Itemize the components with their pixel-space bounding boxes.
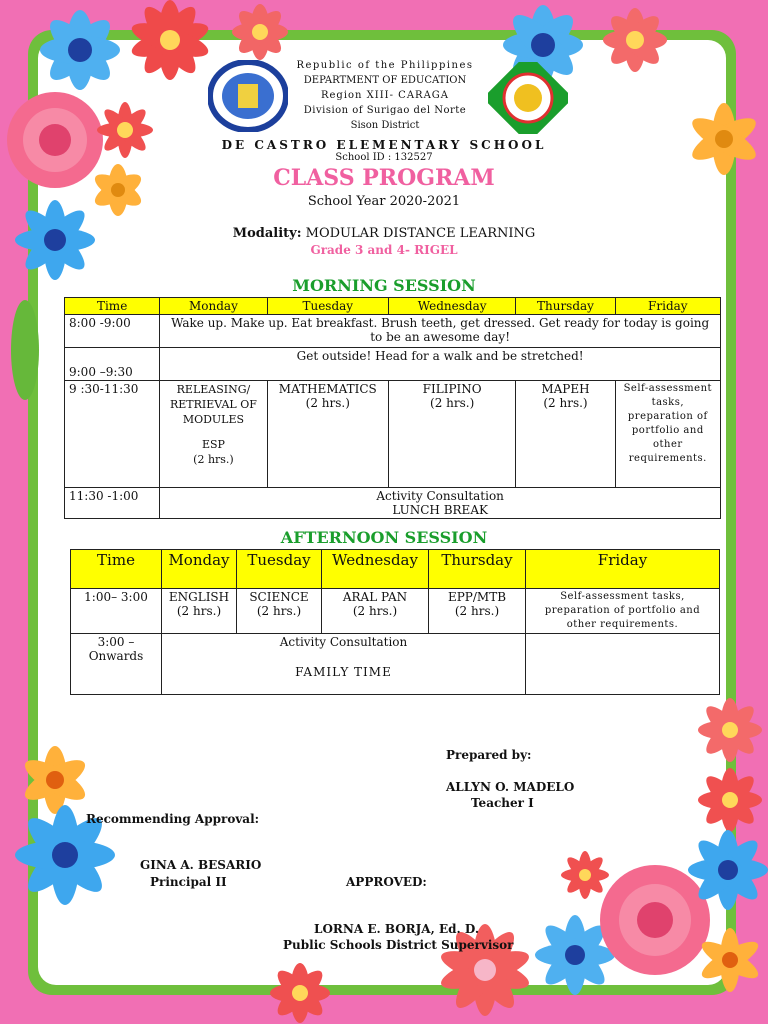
subject-hours: (2 hrs.) [193, 453, 234, 466]
prepared-title: Teacher I [471, 796, 534, 810]
header-cell: Wednesday [388, 298, 515, 315]
red-flower-icon [590, 5, 680, 85]
subject-cell [322, 589, 429, 634]
subject-hours: (2 hrs.) [454, 604, 500, 618]
time-cell: 1:00– 3:00 [71, 589, 162, 634]
red-flower-icon [690, 690, 768, 770]
activity-line: Activity Consultation [279, 635, 408, 649]
header-cell: Monday [162, 550, 237, 589]
header-cell: Wednesday [322, 550, 429, 589]
time-cell: 3:00 – Onwards [71, 634, 162, 695]
activity-cell [162, 634, 526, 695]
subject-cell [267, 381, 388, 488]
activity-line: Activity Consultation [376, 489, 504, 503]
table-row [65, 315, 721, 348]
subject-name: ENGLISH [168, 590, 230, 604]
activity-cell: Wake up. Make up. Eat breakfast. Brush teeth, get dressed. Get ready for today is going to be an awesome day! [160, 315, 721, 348]
subject-cell [429, 589, 526, 634]
activity-cell: Get outside! Head for a walk and be stretched! [160, 348, 721, 381]
subject-hours: (2 hrs.) [256, 604, 302, 618]
table-row [65, 348, 721, 381]
header-cell: Time [71, 550, 162, 589]
afternoon-table [70, 549, 720, 695]
prepared-name: ALLYN O. MADELO [446, 780, 575, 794]
subject-cell: Self-assessment tasks, preparation of portfolio and other requirements. [526, 589, 720, 634]
time-cell: 9:00 –9:30 [65, 348, 160, 381]
modality-value: MODULAR DISTANCE LEARNING [305, 226, 536, 241]
subject-name: SCIENCE [249, 590, 309, 604]
table-row [71, 589, 720, 634]
orange-flower-icon [690, 920, 768, 1000]
school-id: School ID : 132527 [335, 152, 433, 163]
time-cell: 11:30 -1:00 [65, 488, 160, 519]
header-line: Region XIII- CARAGA [320, 90, 450, 101]
morning-table [64, 297, 721, 519]
header-lines [260, 58, 510, 133]
header-cell: Friday [526, 550, 720, 589]
header-line: Division of Surigao del Norte [303, 105, 467, 116]
subject-hours: (2 hrs.) [543, 396, 588, 410]
subject-cell: Self-assessment tasks, preparation of portfolio and other requirements. [615, 381, 720, 488]
header-cell: Tuesday [237, 550, 322, 589]
subject-cell [516, 381, 615, 488]
activity-line: FAMILY TIME [295, 665, 392, 679]
modality-label: Modality: [232, 226, 302, 241]
subject-name: MAPEH [541, 382, 590, 396]
time-cell: 9 :30-11:30 [65, 381, 160, 488]
subject-name: ARAL PAN [342, 590, 408, 604]
header-cell: Thursday [516, 298, 615, 315]
empty-cell [526, 634, 720, 695]
red-flower-icon [255, 955, 345, 1024]
subject-name: FILIPINO [422, 382, 482, 396]
subject-name: RELEASING/ RETRIEVAL OF MODULES [169, 383, 257, 426]
header-cell: Time [65, 298, 160, 315]
subject-hours: (2 hrs.) [352, 604, 398, 618]
afternoon-session-title: AFTERNOON SESSION [280, 528, 488, 547]
prepared-label: Prepared by: [446, 748, 532, 762]
subject-cell [160, 381, 267, 488]
leaf-icon [0, 290, 50, 410]
time-cell: 8:00 -9:00 [65, 315, 160, 348]
header-line: DEPARTMENT OF EDUCATION [303, 75, 467, 86]
principal-title: Principal II [150, 875, 227, 889]
subject-cell [162, 589, 237, 634]
subject-name: ESP [201, 438, 225, 451]
header-line: Sison District [350, 120, 420, 131]
recommending-label: Recommending Approval: [86, 812, 260, 826]
red-flower-icon [555, 845, 615, 905]
school-name: DE CASTRO ELEMENTARY SCHOOL [221, 138, 547, 152]
page-title: CLASS PROGRAM [273, 165, 495, 191]
activity-cell [160, 488, 721, 519]
modality [0, 226, 768, 241]
table-row [65, 488, 721, 519]
supervisor-name: LORNA E. BORJA, Ed. D. [314, 922, 480, 936]
supervisor-title: Public Schools District Supervisor [283, 938, 514, 952]
header-cell: Thursday [429, 550, 526, 589]
school-year: School Year 2020-2021 [307, 194, 461, 209]
subject-cell [237, 589, 322, 634]
subject-hours: (2 hrs.) [176, 604, 222, 618]
header-line: Republic of the Philippines [296, 60, 474, 71]
subject-name: MATHEMATICS [278, 382, 377, 396]
table-header-row [71, 550, 720, 589]
subject-hours: (2 hrs.) [430, 396, 475, 410]
subject-hours: (2 hrs.) [305, 396, 350, 410]
approved-label: APPROVED: [346, 875, 427, 889]
activity-line: LUNCH BREAK [392, 503, 488, 517]
header-cell: Friday [615, 298, 720, 315]
principal-name: GINA A. BESARIO [140, 858, 262, 872]
blue-flower-icon [680, 820, 768, 920]
subject-name: EPP/MTB [447, 590, 507, 604]
morning-session-title: MORNING SESSION [292, 276, 476, 295]
header-cell: Tuesday [267, 298, 388, 315]
grade-label: Grade 3 and 4- RIGEL [310, 243, 458, 257]
table-row [71, 634, 720, 695]
table-row [65, 381, 721, 488]
subject-cell [388, 381, 515, 488]
table-header-row [65, 298, 721, 315]
header-cell: Monday [160, 298, 267, 315]
